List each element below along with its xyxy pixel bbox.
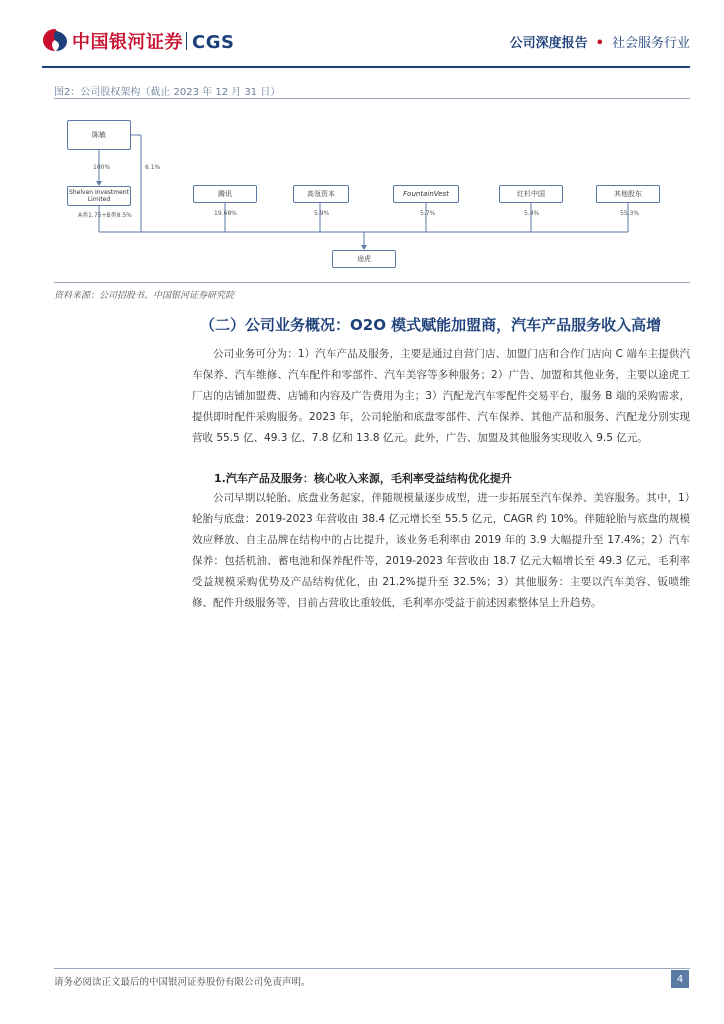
page-number: 4	[671, 970, 689, 988]
figure-title: 图2：公司股权架构（截止 2023 年 12 月 31 日）	[54, 87, 281, 98]
figure-source: 资料来源：公司招股书、中国银河证券研究院	[54, 291, 235, 301]
shareholder-pct: 5.9%	[314, 210, 330, 217]
org-node-shareholder	[499, 185, 563, 203]
subsection-title: 1.汽车产品及服务：核心收入来源，毛利率受益结构优化提升	[214, 472, 512, 485]
section-title: （二）公司业务概况：O2O 模式赋能加盟商，汽车产品服务收入高增	[200, 316, 662, 334]
figure-bottom-divider	[54, 282, 690, 283]
shareholder-pct: 19.68%	[214, 210, 237, 217]
shareholder-label: 腾讯	[218, 190, 232, 198]
org-node-founder-label: 陈敏	[92, 131, 106, 139]
org-node-holding-label: Shelven Investment Limited	[69, 189, 129, 203]
shareholder-label: 高瓴资本	[307, 190, 335, 198]
body-paragraph: 公司业务可分为：1）汽车产品及服务，主要是通过自营门店、加盟门店和合作门店向 C 端车主提供汽车保养、汽车维修、汽车配件和零部件、汽车美容等多种服务；2）广告、加盟和其他业务，主要以途虎工厂店的店铺加盟费、店铺和内容及广告费用为主；3）汽配龙汽车零配件交易平台，服务 B 端的采购需求，提供即时配件采购服务。2023 年，公司轮胎和底盘零部件、汽车保养、其他产品和服务、汽配龙分别实现营收 55.5 亿、49.3 亿、7.8 亿和 13.8 亿元。此外，广告、加盟及其他服务实现收入 9.5 亿元。	[192, 348, 690, 444]
ownership-pct-holding: 100%	[93, 164, 111, 171]
org-node-shareholder	[293, 185, 349, 203]
shareholder-label: 其他股东	[614, 190, 642, 198]
brand-en: CGS	[192, 32, 235, 53]
org-node-shareholder	[596, 185, 660, 203]
shareholder-pct: 5.4%	[524, 210, 540, 217]
body-paragraph: 公司早期以轮胎、底盘业务起家，伴随规模量逐步成型，进一步拓展至汽车保养、美容服务。其中，1）轮胎与底盘：2019-2023 年营收由 38.4 亿元增长至 55.5 亿元，CAGR 约 10%。伴随轮胎与底盘的规模效应释放、自主品牌在结构中的占比提升，该业务毛利率由 2019 年的 3.9 大幅提升至 17.4%；2）汽车保养：包括机油、蓄电池和保养配件等，2019-2023 年营收由 18.7 亿元大幅增长至 49.3 亿元，毛利率受益规模采购优势及产品结构优化，由 21.2%提升至 32.5%；3）其他服务：主要以汽车美容、钣喷维修、配件升级服务等，目前占营收比重较低，毛利率亦受益于前述因素整体呈上升趋势。	[192, 492, 690, 609]
report-type: 公司深度报告	[509, 36, 588, 51]
shareholder-pct: 55.3%	[620, 210, 640, 217]
footer-disclaimer: 请务必阅读正文最后的中国银河证券股份有限公司免责声明。	[54, 977, 311, 988]
brand-cn: 中国银河证券	[72, 32, 183, 53]
shareholder-pct: 5.7%	[420, 210, 436, 217]
org-node-holding-company	[67, 186, 131, 206]
holding-share-note: A类1.75+B类8.5%	[78, 212, 132, 219]
org-node-shareholder	[193, 185, 257, 203]
industry-name: 社会服务行业	[611, 36, 690, 51]
ownership-pct-direct: 6.1%	[145, 164, 161, 171]
shareholder-label: FountainVest	[403, 190, 449, 198]
org-node-founder	[67, 120, 131, 150]
report-header-label: 公司深度报告 • 社会服务行业	[509, 36, 690, 51]
org-node-company-label: 途虎	[357, 255, 371, 263]
footer-divider	[54, 968, 690, 969]
shareholder-label: 红杉中国	[517, 190, 545, 198]
org-node-shareholder	[393, 185, 459, 203]
org-node-company	[332, 250, 396, 268]
